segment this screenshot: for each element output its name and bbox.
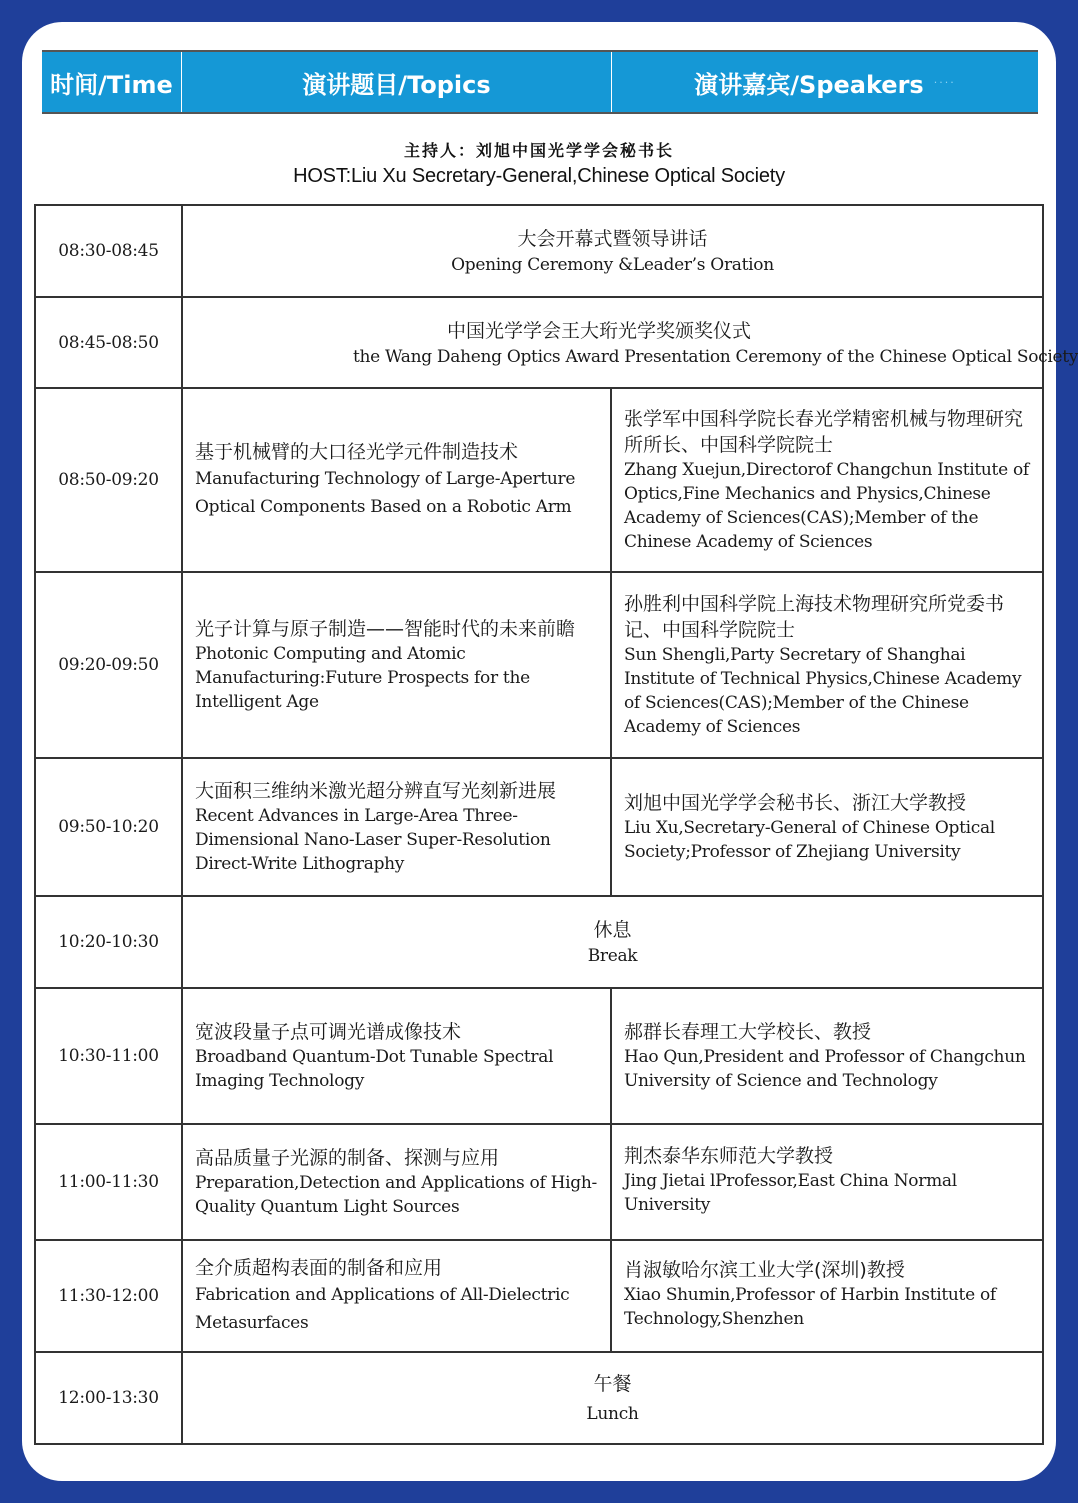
header-time-label: 时间/Time [50,70,173,99]
table-row [35,1124,1043,1240]
time-cell: 08:45-08:50 [35,297,182,388]
speaker-cell [611,988,1043,1124]
topic-title-zh: 全介质超构表面的制备和应用 [195,1257,443,1279]
table-row [35,988,1043,1124]
topic-title-zh: 光子计算与原子制造——智能时代的未来前瞻 [195,618,576,640]
table-row [35,388,1043,572]
time-cell: 08:50-09:20 [35,388,182,572]
topic-title-en: Broadband Quantum-Dot Tunable Spectral Imaging Technology [195,1047,554,1091]
speaker-name-en: Hao Qun,President and Professor of Changchun University of Science and Technology [624,1047,1026,1091]
table-row [35,758,1043,896]
speaker-name-en: Xiao Shumin,Professor of Harbin Institute of Technology,Shenzhen [624,1285,996,1329]
speaker-name-zh: 郝群长春理工大学校长、教授 [624,1021,872,1043]
time-cell: 10:30-11:00 [35,988,182,1124]
table-row [35,1240,1043,1352]
session-title-en: Break [587,946,638,966]
topic-title-en: Manufacturing Technology of Large-Aperture Optical Components Based on a Robotic Arm [195,469,576,517]
topic-cell [182,572,611,758]
speaker-name-en: Liu Xu,Secretary-General of Chinese Optical Society;Professor of Zhejiang University [624,818,995,862]
session-title-zh: 午餐 [593,1373,632,1395]
topic-title-zh: 大面积三维纳米激光超分辨直写光刻新进展 [195,780,557,802]
speaker-cell [611,1240,1043,1352]
table-row [35,1352,1043,1444]
header-speakers [612,52,1038,112]
session-cell [182,205,1043,297]
speaker-name-en: Sun Shengli,Party Secretary of Shanghai Institute of Technical Physics,Chinese Academy of Sciences(CAS);Member of the Chinese Academy of Sciences [624,645,1022,737]
topic-title-zh: 宽波段量子点可调光谱成像技术 [195,1021,462,1043]
header-dots: ···· [933,75,956,89]
speaker-name-en: Jing Jietai lProfessor,East China Normal University [624,1171,957,1215]
schedule-table [34,204,1078,1445]
time-cell: 09:50-10:20 [35,758,182,896]
header-topics [182,52,612,112]
topic-cell [182,758,611,896]
time-cell: 08:30-08:45 [35,205,182,297]
session-cell [182,896,1043,988]
host-english: HOST:Liu Xu Secretary-General,Chinese Optical Society [293,165,785,187]
time-cell: 10:20-10:30 [35,896,182,988]
topic-cell [182,1124,611,1240]
time-cell: 09:20-09:50 [35,572,182,758]
time-cell: 12:00-13:30 [35,1352,182,1444]
table-row [35,205,1043,297]
header-speakers-label: 演讲嘉宾/Speakers [694,70,924,99]
session-title-zh: 休息 [593,919,632,941]
topic-title-en: Photonic Computing and Atomic Manufacturing:Future Prospects for the Intelligent Age [195,644,530,712]
speaker-name-zh: 刘旭中国光学学会秘书长、浙江大学教授 [624,792,967,814]
speaker-cell [611,572,1043,758]
topic-title-zh: 基于机械臂的大口径光学元件制造技术 [195,441,519,463]
speaker-name-zh: 荆杰泰华东师范大学教授 [624,1145,834,1167]
table-header [42,50,1038,114]
speaker-cell [611,388,1043,572]
session-cell [182,297,1078,388]
speaker-cell [611,758,1043,896]
topic-title-zh: 高品质量子光源的制备、探测与应用 [195,1147,500,1169]
time-cell: 11:00-11:30 [35,1124,182,1240]
session-title-en: Lunch [586,1404,639,1424]
speaker-name-en: Zhang Xuejun,Directorof Changchun Institute of Optics,Fine Mechanics and Physics,Chinese Academy of Sciences(CAS);Member of the Chinese Academy of Sciences [624,460,1029,552]
speaker-name-zh: 张学军中国科学院长春光学精密机械与物理研究所所长、中国科学院院士 [624,408,1024,456]
speaker-cell [611,1124,1043,1240]
session-title-zh: 中国光学学会王大珩光学奖颁奖仪式 [447,319,752,342]
host-chinese: 主持人：刘旭中国光学学会秘书长 [403,141,674,160]
time-cell: 11:30-12:00 [35,1240,182,1352]
topic-title-en: Recent Advances in Large-Area Three-Dimensional Nano-Laser Super-Resolution Direct-Write Lithography [195,806,551,874]
speaker-name-zh: 肖淑敏哈尔滨工业大学(深圳)教授 [624,1259,905,1281]
topic-title-en: Preparation,Detection and Applications of High-Quality Quantum Light Sources [195,1173,597,1217]
table-row [35,896,1043,988]
session-title-en: the Wang Daheng Optics Award Presentation Ceremony of the Chinese Optical Society [353,346,1078,367]
session-title-zh: 大会开幕式暨领导讲话 [517,228,708,250]
schedule-card [22,22,1078,1481]
topic-cell [182,1240,611,1352]
header-topics-label: 演讲题目/Topics [302,70,491,99]
speaker-name-zh: 孙胜利中国科学院上海技术物理研究所党委书记、中国科学院院士 [624,593,1005,641]
topic-cell [182,388,611,572]
session-cell [182,1352,1043,1444]
topic-cell [182,988,611,1124]
session-title-en: Opening Ceremony &Leader’s Oration [451,255,774,275]
header-time [42,52,182,112]
topic-title-en: Fabrication and Applications of All-Dielectric Metasurfaces [195,1285,570,1333]
table-row [35,572,1043,758]
table-row [35,297,1043,388]
host-block [22,138,1056,188]
